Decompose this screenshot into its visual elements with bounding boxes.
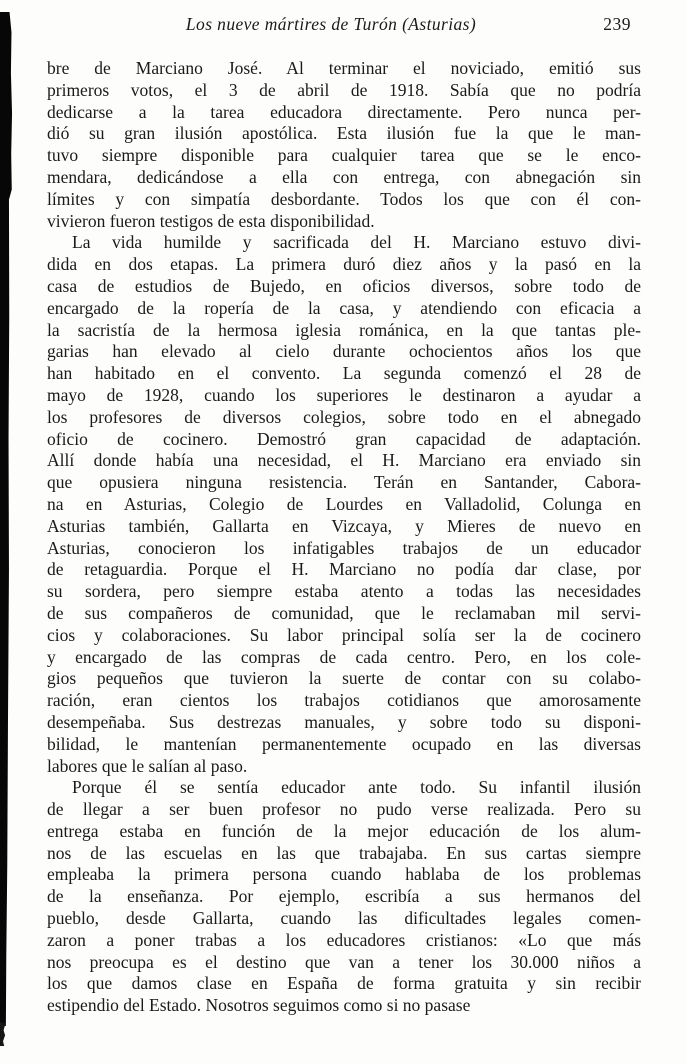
text-line: encargado de la ropería de la casa, y atendiendo con eficacia a <box>47 297 641 318</box>
page-number: 239 <box>603 14 631 34</box>
text-line: su sordera, pero siempre estaba atento a todas las necesidades <box>47 581 641 602</box>
text-line: nos preocupa es el destino que van a tener los 30.000 niños a <box>47 951 641 972</box>
running-title: Los nueve mártires de Turón (Asturias) <box>185 14 477 34</box>
text-line: dedicarse a la tarea educadora directamente. Pero nunca per- <box>47 101 641 122</box>
text-line: de la enseñanza. Por ejemplo, escribía a sus hermanos del <box>47 886 641 907</box>
paragraph <box>47 777 641 1017</box>
text-line: cios y colaboraciones. Su labor principal solía ser la de cocinero <box>47 624 641 645</box>
paragraph <box>47 232 641 777</box>
text-line: gios pequeños que tuvieron la suerte de contar con su colabo- <box>47 668 641 689</box>
text-line: ración, eran cientos los trabajos cotidianos que amorosamente <box>47 690 641 711</box>
text-line: límites y con simpatía desbordante. Todos los que con él con- <box>47 188 641 209</box>
text-line: vivieron fueron testigos de esta disponibilidad. <box>47 210 375 231</box>
text-line: desempeñaba. Sus destrezas manuales, y sobre todo su disponi- <box>47 711 641 732</box>
text-line: bre de Marciano José. Al terminar el noviciado, emitió sus <box>47 58 641 78</box>
text-line: dió su gran ilusión apostólica. Esta ilusión fue la que le man- <box>47 123 641 144</box>
text-line: empleaba la primera persona cuando hablaba de los problemas <box>47 864 641 885</box>
text-line: y encargado de las compras de cada centro. Pero, en los cole- <box>47 646 641 667</box>
text-line: Porque él se sentía educador ante todo. Su infantil ilusión <box>72 777 641 798</box>
text-line: dida en dos etapas. La primera duró diez años y la pasó en la <box>47 254 641 275</box>
text-line: La vida humilde y sacrificada del H. Marciano estuvo divi- <box>72 232 641 253</box>
text-line: tuvo siempre disponible para cualquier tarea que se le enco- <box>47 145 641 166</box>
paragraph <box>47 58 641 232</box>
text-line: han habitado en el convento. La segunda comenzó el 28 de <box>47 363 641 384</box>
page-header <box>47 14 641 40</box>
text-line: de retaguardia. Porque el H. Marciano no podía dar clase, por <box>47 559 641 580</box>
text-line: Allí donde había una necesidad, el H. Marciano era enviado sin <box>47 450 641 471</box>
text-line: pueblo, desde Gallarta, cuando las dificultades legales comen- <box>47 908 641 929</box>
text-line: estipendio del Estado. Nosotros seguimos como si no pasase <box>47 995 471 1016</box>
body-text <box>47 58 641 1017</box>
text-line: zaron a poner trabas a los educadores cristianos: «Lo que más <box>47 929 641 950</box>
text-line: bilidad, le mantenían permanentemente ocupado en las diversas <box>47 733 641 754</box>
text-line: casa de estudios de Bujedo, en oficios diversos, sobre todo de <box>47 275 641 296</box>
text-line: nos de las escuelas en las que trabajaba. En sus cartas siempre <box>47 842 641 863</box>
text-line: entrega estaba en función de la mejor educación de los alum- <box>47 820 641 841</box>
text-line: Asturias también, Gallarta en Vizcaya, y Mieres de nuevo en <box>47 515 641 536</box>
text-line: oficio de cocinero. Demostró gran capacidad de adaptación. <box>47 428 641 449</box>
text-line: los que damos clase en España de forma gratuita y sin recibir <box>47 973 641 994</box>
text-line: que opusiera ninguna resistencia. Terán en Santander, Cabora- <box>47 472 641 493</box>
text-line: de sus compañeros de comunidad, que le reclamaban mil servi- <box>47 602 641 623</box>
text-line: la sacristía de la hermosa iglesia románica, en la que tantas ple- <box>47 319 641 340</box>
text-line: na en Asturias, Colegio de Lourdes en Valladolid, Colunga en <box>47 493 641 514</box>
text-line: mendara, dedicándose a ella con entrega, con abnegación sin <box>47 166 641 187</box>
text-line: Asturias, conocieron los infatigables trabajos de un educador <box>47 537 641 558</box>
text-line: primeros votos, el 3 de abril de 1918. Sabía que no podría <box>47 79 641 100</box>
text-line: mayo de 1928, cuando los superiores le destinaron a ayudar a <box>47 384 641 405</box>
text-line: labores que le salían al paso. <box>47 755 248 776</box>
text-line: de llegar a ser buen profesor no pudo verse realizada. Pero su <box>47 799 641 820</box>
binding-shadow <box>0 12 14 1026</box>
text-line: los profesores de diversos colegios, sobre todo en el abnegado <box>47 406 641 427</box>
text-line: garias han elevado al cielo durante ochocientos años los que <box>47 341 641 362</box>
